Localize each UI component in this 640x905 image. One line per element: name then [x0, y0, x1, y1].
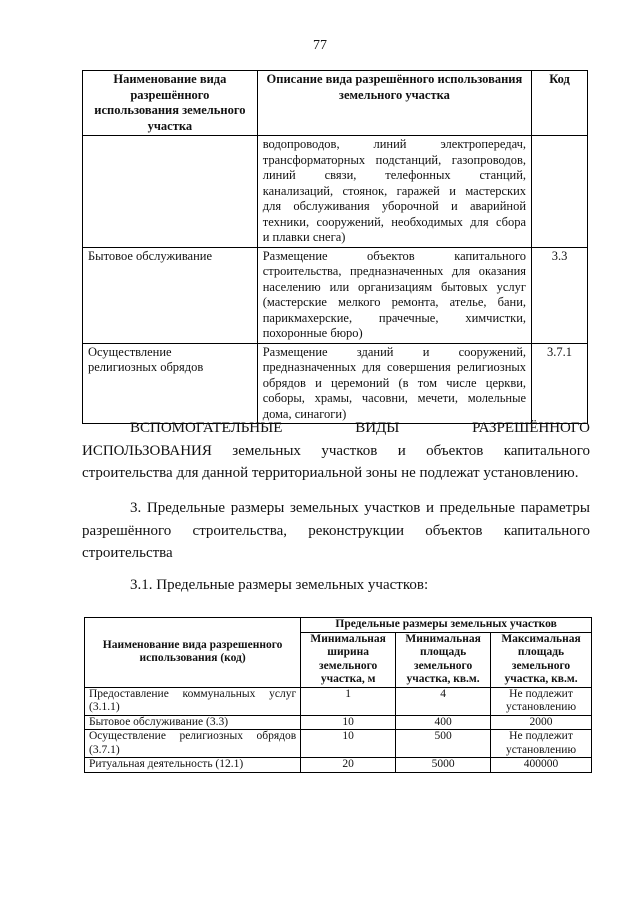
- land-plot-size-table: [84, 617, 592, 773]
- desc-line: населению или организациям бытовых услуг: [262, 279, 527, 294]
- desc-line: парикмахерские, прачечные, химчистки,: [262, 310, 527, 325]
- row-name: [85, 687, 301, 715]
- name-line: Осуществление религиозных обрядов: [89, 730, 297, 742]
- table-row: [83, 136, 588, 248]
- paragraph-line: ИСПОЛЬЗОВАНИЯ земельных участков и объектов капитального: [82, 442, 590, 459]
- desc-line: и плавки снега): [262, 230, 346, 244]
- name-line: религиозных обрядов: [88, 360, 204, 374]
- desc-line: техники, сооружений, необходимых для сбора: [262, 214, 527, 229]
- row-max-area: Не подлежит установлению: [491, 687, 592, 715]
- desc-line: строительства, предназначенных для оказания: [262, 264, 527, 278]
- row-name: Бытовое обслуживание: [83, 247, 258, 343]
- table-row: [85, 758, 592, 773]
- desc-line: трансформаторных подстанций, газопроводов,: [262, 152, 527, 167]
- row-code: 3.7.1: [532, 343, 588, 424]
- section-3-1-heading: 3.1. Предельные размеры земельных участков:: [130, 577, 429, 593]
- desc-line: обрядов и церемоний (в том числе церкви,: [262, 375, 527, 390]
- section-3-paragraph: [82, 497, 590, 565]
- auxiliary-uses-paragraph: [82, 417, 590, 485]
- row-max-area: 400000: [491, 758, 592, 773]
- desc-line: (мастерские мелкого ремонта, ателье, бани,: [262, 295, 527, 309]
- row-name: Ритуальная деятельность (12.1): [85, 758, 301, 773]
- header-name: Наименование вида разрешённого использования земельного участка: [83, 71, 258, 136]
- desc-line: для обслуживания уборочной и аварийной: [262, 199, 527, 213]
- row-name: [85, 730, 301, 758]
- name-line: (3.7.1): [89, 743, 120, 756]
- row-min-width: 10: [301, 715, 396, 730]
- row-max-area: 2000: [491, 715, 592, 730]
- table-row: [85, 730, 592, 758]
- row-name: Бытовое обслуживание (3.3): [85, 715, 301, 730]
- table-row: [85, 687, 592, 715]
- row-min-area: 400: [396, 715, 491, 730]
- name-line: Осуществление: [88, 344, 172, 359]
- desc-line: Размещение объектов капитального: [262, 248, 527, 263]
- desc-line: дома, синагоги): [262, 406, 347, 421]
- row-min-area: 500: [396, 730, 491, 758]
- row-name: [83, 136, 258, 248]
- desc-line: водопроводов, линий электропередач,: [262, 137, 527, 151]
- header-max-area: Максимальная площадь земельного участка, кв.м.: [491, 632, 592, 687]
- row-min-width: 10: [301, 730, 396, 758]
- paragraph-line: ВСПОМОГАТЕЛЬНЫЕ ВИДЫ РАЗРЕШЁННОГО: [130, 420, 590, 436]
- header-min-width: Минимальная ширина земельного участка, м: [301, 632, 396, 687]
- row-min-width: 1: [301, 687, 396, 715]
- row-description: [257, 136, 531, 248]
- header-min-area: Минимальная площадь земельного участка, кв.м.: [396, 632, 491, 687]
- paragraph-line: строительства для данной территориальной зоны не подлежат установлению.: [82, 465, 579, 481]
- table-row: [83, 247, 588, 343]
- paragraph-line: 3. Предельные размеры земельных участков и предельные параметры: [130, 500, 590, 516]
- desc-line: похоронные бюро): [262, 326, 363, 340]
- header-group: Предельные размеры земельных участков: [301, 618, 592, 633]
- header-description: Описание вида разрешённого использования земельного участка: [257, 71, 531, 136]
- row-code: 3.3: [532, 247, 588, 343]
- desc-line: Размещение зданий и сооружений,: [262, 344, 527, 359]
- paragraph-line: разрешённого строительства, реконструкции объектов капитального: [82, 522, 590, 539]
- desc-line: канализаций, стоянок, гаражей и мастерских: [262, 183, 527, 198]
- table-row: [83, 343, 588, 424]
- desc-line: предназначенных для совершения религиозных: [262, 360, 527, 374]
- row-max-area: Не подлежит установлению: [491, 730, 592, 758]
- table-header-row: [85, 618, 592, 633]
- land-use-table: [82, 70, 588, 424]
- name-line: Предоставление коммунальных услуг: [89, 687, 297, 700]
- header-code: Код: [532, 71, 588, 136]
- name-line: (3.1.1): [89, 701, 120, 713]
- page-number: 77: [313, 38, 327, 53]
- desc-line: линий связи, телефонных станций,: [262, 168, 527, 182]
- header-name: Наименование вида разрешенного использования (код): [85, 618, 301, 688]
- row-description: [257, 343, 531, 424]
- table-row: [85, 715, 592, 730]
- row-min-width: 20: [301, 758, 396, 773]
- row-name: [83, 343, 258, 424]
- row-min-area: 4: [396, 687, 491, 715]
- row-description: [257, 247, 531, 343]
- table-header-row: [83, 71, 588, 136]
- desc-line: соборы, храмы, часовни, мечети, молельные: [262, 391, 527, 405]
- paragraph-line: строительства: [82, 545, 173, 561]
- row-code: [532, 136, 588, 248]
- row-min-area: 5000: [396, 758, 491, 773]
